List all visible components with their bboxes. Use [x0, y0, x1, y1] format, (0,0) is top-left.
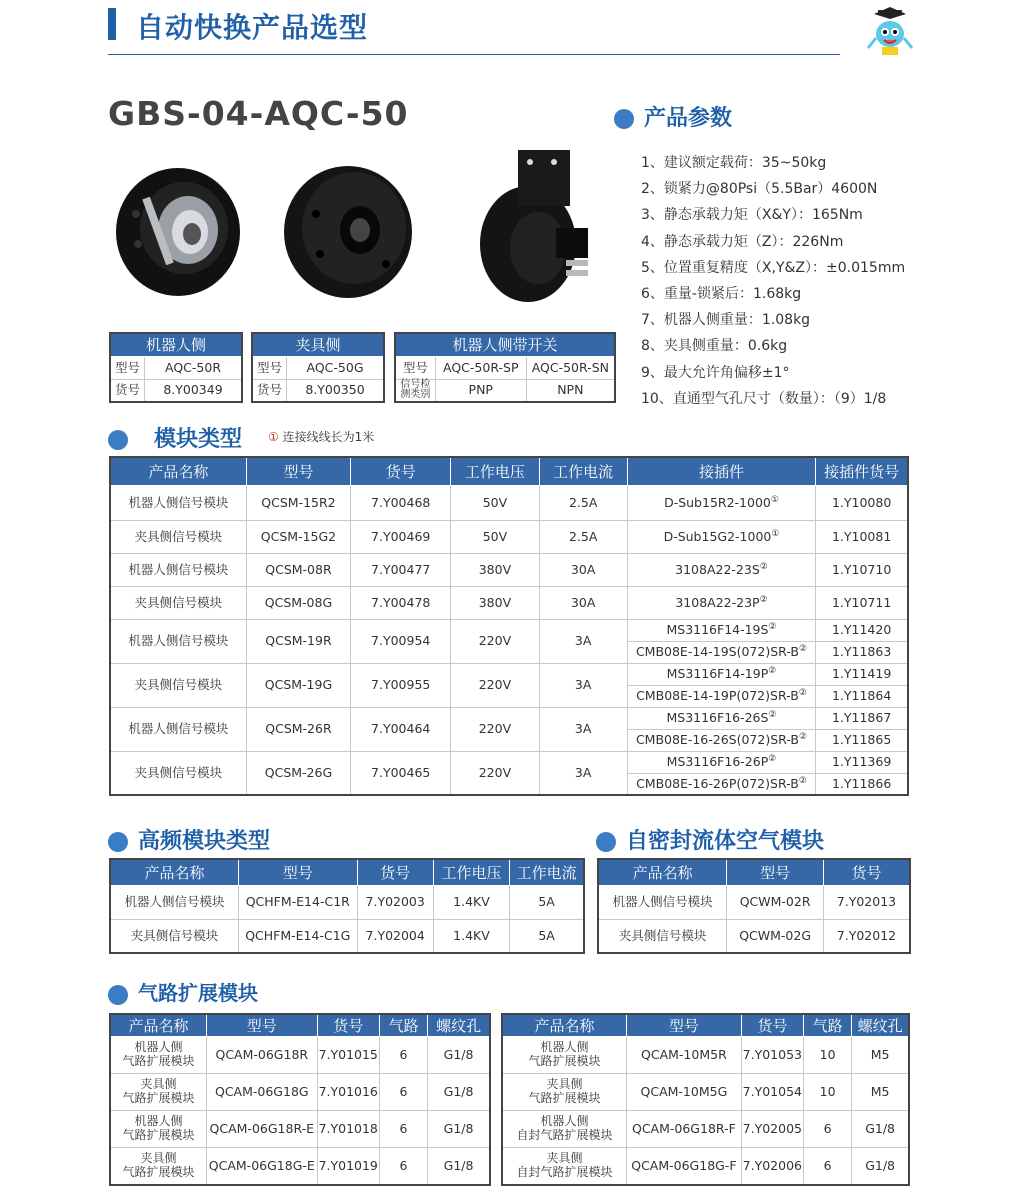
cell: 夹具侧信号模块 [110, 663, 246, 707]
modules-title: 模块类型 [154, 427, 243, 452]
switch-table [394, 332, 616, 403]
connector-cell [627, 553, 815, 586]
cell: 机器人侧信号模块 [110, 553, 246, 586]
cell: 型号 [252, 356, 287, 379]
connector-cell [627, 751, 815, 773]
cell: 6 [803, 1111, 851, 1148]
cell: 货号 [110, 379, 145, 402]
cell: G1/8 [428, 1037, 490, 1074]
connector-cell [627, 729, 815, 751]
cell: 6 [803, 1148, 851, 1185]
cell: 7.Y02013 [823, 885, 910, 919]
cell: 2.5A [539, 485, 627, 520]
param-item: 10、直通型气孔尺寸（数量）：（9）1/8 [641, 390, 887, 407]
cell: QCSM-26R [246, 707, 350, 751]
cell: 1.Y11419 [816, 663, 908, 685]
table-row [110, 1037, 490, 1074]
cell: G1/8 [852, 1111, 909, 1148]
cell: 机器人侧信号模块 [110, 619, 246, 663]
params-heading [614, 101, 732, 132]
cell: 机器人侧 气路扩展模块 [110, 1037, 207, 1074]
connector-note-mark: ① [770, 494, 779, 505]
connector-cell [627, 485, 815, 520]
param-item: 8、夹具侧重量：0.6kg [641, 338, 788, 355]
cell: 机器人侧信号模块 [110, 485, 246, 520]
table-row [502, 1111, 909, 1148]
column-header: 型号 [207, 1014, 318, 1037]
cell: 6 [379, 1037, 427, 1074]
cell: AQC-50G [287, 356, 384, 379]
connector-name: CMB08E-16-26S(072)SR-B [635, 732, 799, 748]
connector-note-mark: ② [759, 594, 768, 605]
title-accent-bar [108, 8, 116, 40]
cell: QCAM-10M5R [627, 1037, 742, 1074]
table-row [110, 663, 908, 685]
table-row [502, 1037, 909, 1074]
bullet-icon [108, 430, 128, 450]
cell: 1.4KV [433, 885, 509, 919]
connector-cell [627, 685, 815, 707]
cell: 3A [539, 751, 627, 795]
cell: QCSM-19G [246, 663, 350, 707]
table-row [110, 751, 908, 773]
column-header: 工作电流 [510, 859, 584, 885]
cell: QCSM-08G [246, 586, 350, 619]
modules-note [268, 428, 374, 445]
cell: 7.Y00478 [351, 586, 451, 619]
cell: 30A [539, 553, 627, 586]
table-row [110, 1111, 490, 1148]
column-header: 气路 [379, 1014, 427, 1037]
column-header: 产品名称 [110, 859, 239, 885]
connector-note-mark: ② [798, 732, 808, 743]
gas-table-left [109, 1013, 491, 1186]
cell: 3A [539, 707, 627, 751]
modules-table [109, 456, 909, 796]
table-row [598, 919, 910, 953]
cell: 机器人侧 气路扩展模块 [110, 1111, 207, 1148]
cell: 3A [539, 663, 627, 707]
cell: 10 [803, 1074, 851, 1111]
connector-name: D-Sub15R2-1000 [664, 494, 771, 510]
connector-name: CMB08E-16-26P(072)SR-B [636, 776, 799, 792]
title-divider [108, 54, 840, 55]
connector-cell [627, 707, 815, 729]
table-row [110, 619, 908, 641]
cell: 50V [451, 485, 539, 520]
column-header: 产品名称 [110, 1014, 207, 1037]
cell: 1.4KV [433, 919, 509, 953]
column-header: 产品名称 [110, 457, 246, 485]
header-row [110, 457, 908, 485]
cell: 6 [379, 1111, 427, 1148]
cell: 8.Y00349 [145, 379, 242, 402]
cell: 夹具侧信号模块 [110, 919, 239, 953]
cell: 2.5A [539, 520, 627, 553]
table-row [110, 707, 908, 729]
cell: 7.Y01054 [741, 1074, 803, 1111]
param-item: 6、重量-锁紧后：1.68kg [641, 286, 802, 303]
cell: 10 [803, 1037, 851, 1074]
column-header: 气路 [803, 1014, 851, 1037]
connector-name: MS3116F14-19P [666, 666, 769, 682]
cell: 7.Y00954 [351, 619, 451, 663]
cell: 6 [379, 1074, 427, 1111]
cell: G1/8 [428, 1148, 490, 1185]
cell: QCSM-08R [246, 553, 350, 586]
page-title: 自动快换产品选型 [136, 11, 369, 44]
column-header: 接插件货号 [816, 457, 908, 485]
cell: 7.Y00464 [351, 707, 451, 751]
table-row [598, 885, 910, 919]
connector-note-mark: ② [798, 644, 808, 655]
cell: QCSM-15R2 [246, 485, 350, 520]
column-header: 螺纹孔 [428, 1014, 490, 1037]
cell: 50V [451, 520, 539, 553]
table-row [110, 1074, 490, 1111]
product-photo-assembled [108, 144, 254, 312]
column-header: 型号 [727, 859, 824, 885]
cell: 夹具侧 气路扩展模块 [110, 1148, 207, 1185]
param-item: 9、最大允许角偏移±1° [641, 364, 790, 381]
cell: 1.Y10711 [816, 586, 908, 619]
cell: 7.Y02005 [741, 1111, 803, 1148]
gas-heading [108, 977, 258, 1006]
cell: 货号 [252, 379, 287, 402]
cell: PNP [435, 379, 526, 402]
cell: QCSM-19R [246, 619, 350, 663]
cell: M5 [852, 1037, 909, 1074]
column-header: 型号 [627, 1014, 742, 1037]
product-photo-tool-side [276, 144, 422, 312]
connector-cell [627, 586, 815, 619]
cell: QCSM-26G [246, 751, 350, 795]
cell: 机器人侧信号模块 [110, 885, 239, 919]
cell: 7.Y00469 [351, 520, 451, 553]
cell: 7.Y00468 [351, 485, 451, 520]
cell: 7.Y02004 [357, 919, 433, 953]
cell: 夹具侧信号模块 [110, 520, 246, 553]
cell: G1/8 [428, 1074, 490, 1111]
switch-title: 机器人侧带开关 [395, 333, 615, 356]
cell: 1.Y11863 [816, 641, 908, 663]
cell: 7.Y01018 [317, 1111, 379, 1148]
column-header: 货号 [741, 1014, 803, 1037]
air-table [597, 858, 911, 954]
table-row [110, 553, 908, 586]
connector-note-mark: ② [768, 754, 777, 765]
cell: 7.Y01019 [317, 1148, 379, 1185]
air-title: 自密封流体空气模块 [626, 829, 825, 854]
connector-note-mark: ② [798, 775, 807, 786]
cell: 夹具侧信号模块 [110, 751, 246, 795]
cell: 机器人侧信号模块 [598, 885, 727, 919]
column-header: 工作电压 [433, 859, 509, 885]
cell: G1/8 [852, 1148, 909, 1185]
cell: 1.Y10710 [816, 553, 908, 586]
connector-note-mark: ② [768, 710, 777, 721]
cell: 30A [539, 586, 627, 619]
param-item: 4、静态承载力矩（Z）：226Nm [641, 233, 844, 250]
cell: 机器人侧 气路扩展模块 [502, 1037, 627, 1074]
cell: 夹具侧信号模块 [110, 586, 246, 619]
connector-name: 3108A22-23S [675, 561, 760, 577]
modules-heading [108, 422, 242, 453]
robot-side-table [109, 332, 243, 403]
connector-note-mark: ② [768, 622, 777, 633]
connector-note-mark: ② [768, 666, 777, 677]
cell: QCHFM-E14-C1G [239, 919, 358, 953]
cell: 1.Y11865 [816, 729, 908, 751]
cell: 220V [451, 707, 539, 751]
cell: QCAM-06G18G-F [627, 1148, 742, 1185]
cell: 夹具侧 气路扩展模块 [502, 1074, 627, 1111]
table-row [110, 885, 584, 919]
header-row [502, 1014, 909, 1037]
cell: QCWM-02G [727, 919, 824, 953]
cell: 380V [451, 586, 539, 619]
connector-note-mark: ① [771, 528, 780, 539]
connector-name: MS3116F16-26P [666, 754, 769, 770]
cell: 夹具侧 气路扩展模块 [110, 1074, 207, 1111]
hf-table [109, 858, 585, 954]
table-row [110, 485, 908, 520]
connector-cell [627, 663, 815, 685]
note-mark: ① [268, 430, 279, 444]
cell: 3A [539, 619, 627, 663]
connector-name: 3108A22-23P [675, 594, 760, 610]
cell: 1.Y11866 [816, 773, 908, 795]
cell: 7.Y01053 [741, 1037, 803, 1074]
cell: 1.Y11864 [816, 685, 908, 707]
hf-heading [108, 824, 270, 855]
connector-name: MS3116F16-26S [666, 710, 769, 726]
column-header: 工作电流 [539, 457, 627, 485]
cell: QCAM-06G18G [207, 1074, 318, 1111]
cell: QCAM-06G18R-F [627, 1111, 742, 1148]
cell: QCSM-15G2 [246, 520, 350, 553]
cell: QCAM-10M5G [627, 1074, 742, 1111]
cell: 机器人侧 自封气路扩展模块 [502, 1111, 627, 1148]
cell: 6 [379, 1148, 427, 1185]
column-header: 型号 [239, 859, 358, 885]
table-row [110, 586, 908, 619]
mascot-logo [864, 4, 916, 58]
cell: 5A [510, 885, 584, 919]
cell: AQC-50R [145, 356, 242, 379]
column-header: 型号 [246, 457, 350, 485]
cell: 夹具侧信号模块 [598, 919, 727, 953]
cell: 信号检测类别 [395, 379, 435, 402]
column-header: 螺纹孔 [852, 1014, 909, 1037]
product-photo-robot-side-switch [470, 144, 594, 312]
cell: 8.Y00350 [287, 379, 384, 402]
connector-cell [627, 773, 815, 795]
cell: 1.Y10080 [816, 485, 908, 520]
column-header: 工作电压 [451, 457, 539, 485]
cell: 7.Y01015 [317, 1037, 379, 1074]
connector-note-mark: ② [798, 688, 807, 699]
cell: 7.Y00955 [351, 663, 451, 707]
bullet-icon [108, 985, 128, 1005]
params-title: 产品参数 [644, 106, 733, 131]
param-item: 3、静态承载力矩（X&Y）：165Nm [641, 207, 863, 224]
cell: 1.Y11369 [816, 751, 908, 773]
cell: 380V [451, 553, 539, 586]
cell: 1.Y11420 [816, 619, 908, 641]
cell: QCAM-06G18R-E [207, 1111, 318, 1148]
connector-cell [627, 641, 815, 663]
table-row [502, 1148, 909, 1185]
cell: 220V [451, 751, 539, 795]
connector-name: CMB08E-14-19P(072)SR-B [636, 688, 799, 704]
bullet-icon [596, 832, 616, 852]
connector-cell [627, 619, 815, 641]
bullet-icon [614, 109, 634, 129]
cell: 7.Y01016 [317, 1074, 379, 1111]
header-row [110, 1014, 490, 1037]
cell: 7.Y02012 [823, 919, 910, 953]
robot-side-title: 机器人侧 [110, 333, 242, 356]
column-header: 货号 [357, 859, 433, 885]
column-header: 产品名称 [598, 859, 727, 885]
column-header: 货号 [351, 457, 451, 485]
param-item: 7、机器人侧重量：1.08kg [641, 312, 811, 329]
param-item: 1、建议额定载荷：35~50kg [641, 155, 827, 171]
bullet-icon [108, 832, 128, 852]
cell: 5A [510, 919, 584, 953]
gas-table-right [501, 1013, 910, 1186]
cell: AQC-50R-SN [526, 356, 615, 379]
connector-name: D-Sub15G2-1000 [663, 528, 772, 544]
cell: 220V [451, 663, 539, 707]
cell: QCAM-06G18G-E [207, 1148, 318, 1185]
table-row [110, 919, 584, 953]
hf-title: 高频模块类型 [138, 829, 271, 854]
connector-name: CMB08E-14-19S(072)SR-B [635, 644, 799, 660]
cell: 1.Y11867 [816, 707, 908, 729]
tool-side-table [251, 332, 385, 403]
table-row [502, 1074, 909, 1111]
connector-name: MS3116F14-19S [666, 622, 769, 638]
cell: AQC-50R-SP [435, 356, 526, 379]
param-item: 2、锁紧力@80Psi（5.5Bar）4600N [641, 181, 878, 198]
gas-title: 气路扩展模块 [138, 981, 258, 1005]
cell: 7.Y00465 [351, 751, 451, 795]
cell: 1.Y10081 [816, 520, 908, 553]
connector-cell [627, 520, 815, 553]
table-row [110, 1148, 490, 1185]
cell: QCWM-02R [727, 885, 824, 919]
header-row [598, 859, 910, 885]
column-header: 货号 [823, 859, 910, 885]
cell: 7.Y02006 [741, 1148, 803, 1185]
cell: 型号 [110, 356, 145, 379]
air-heading [596, 824, 824, 855]
cell: QCHFM-E14-C1R [239, 885, 358, 919]
cell: 机器人侧信号模块 [110, 707, 246, 751]
cell: M5 [852, 1074, 909, 1111]
cell: 7.Y00477 [351, 553, 451, 586]
product-model: GBS-04-AQC-50 [108, 94, 409, 133]
column-header: 产品名称 [502, 1014, 627, 1037]
cell: G1/8 [428, 1111, 490, 1148]
connector-note-mark: ② [759, 561, 768, 572]
params-list [641, 150, 905, 412]
tool-side-title: 夹具侧 [252, 333, 384, 356]
column-header: 货号 [317, 1014, 379, 1037]
header-row [110, 859, 584, 885]
cell: 220V [451, 619, 539, 663]
cell: 夹具侧 自封气路扩展模块 [502, 1148, 627, 1185]
note-text: 连接线线长为1米 [282, 430, 375, 444]
table-row [110, 520, 908, 553]
param-item: 5、位置重复精度（X,Y&Z）：±0.015mm [641, 259, 906, 276]
cell: QCAM-06G18R [207, 1037, 318, 1074]
column-header: 接插件 [627, 457, 815, 485]
cell: NPN [526, 379, 615, 402]
cell: 7.Y02003 [357, 885, 433, 919]
cell: 型号 [395, 356, 435, 379]
